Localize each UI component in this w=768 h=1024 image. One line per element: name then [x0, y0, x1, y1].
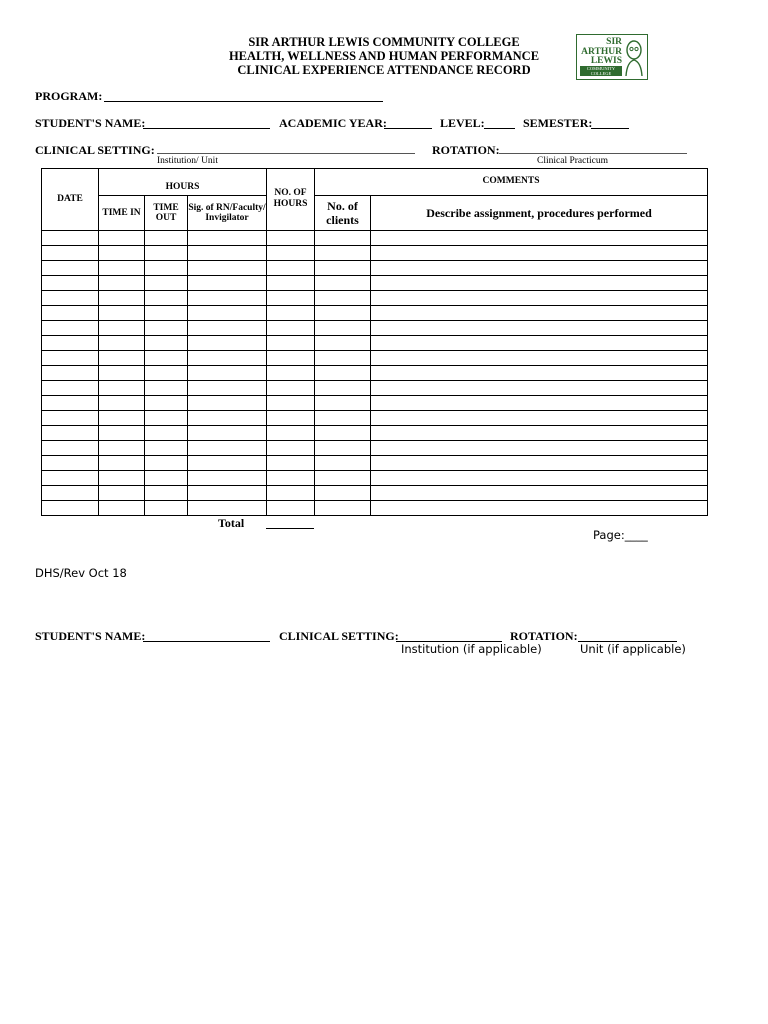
table-cell[interactable]: [188, 456, 267, 471]
table-cell[interactable]: [315, 261, 371, 276]
table-cell[interactable]: [42, 456, 99, 471]
table-cell[interactable]: [315, 291, 371, 306]
table-cell[interactable]: [267, 426, 315, 441]
table-cell[interactable]: [267, 471, 315, 486]
table-row: [42, 411, 708, 426]
table-cell[interactable]: [188, 396, 267, 411]
form-title: CLINICAL EXPERIENCE ATTENDANCE RECORD: [237, 63, 531, 77]
table-cell[interactable]: [188, 501, 267, 516]
table-cell[interactable]: [267, 246, 315, 261]
institution-unit-caption: Institution/ Unit: [157, 156, 218, 166]
table-cell[interactable]: [188, 336, 267, 351]
table-cell[interactable]: [145, 411, 188, 426]
table-cell[interactable]: [371, 396, 708, 411]
table-cell[interactable]: [99, 261, 145, 276]
program-field[interactable]: [104, 101, 383, 102]
table-row: [42, 426, 708, 441]
table-cell[interactable]: [371, 501, 708, 516]
table-cell[interactable]: [371, 321, 708, 336]
table-cell[interactable]: [267, 486, 315, 501]
table-cell[interactable]: [42, 441, 99, 456]
table-cell[interactable]: [371, 351, 708, 366]
table-cell[interactable]: [315, 351, 371, 366]
no-of-hours-header: NO. OF HOURS: [267, 169, 315, 231]
table-cell[interactable]: [267, 291, 315, 306]
table-cell[interactable]: [371, 441, 708, 456]
table-cell[interactable]: [99, 396, 145, 411]
table-cell[interactable]: [145, 351, 188, 366]
semester-field[interactable]: [591, 128, 629, 129]
table-cell[interactable]: [42, 351, 99, 366]
table-cell[interactable]: [188, 366, 267, 381]
table-cell[interactable]: [267, 441, 315, 456]
table-cell[interactable]: [42, 366, 99, 381]
table-cell[interactable]: [267, 231, 315, 246]
table-row: [42, 381, 708, 396]
table-cell[interactable]: [315, 501, 371, 516]
date-header: DATE: [42, 169, 99, 231]
table-cell[interactable]: [188, 321, 267, 336]
no-of-clients-header: No. of clients: [315, 196, 371, 231]
table-cell[interactable]: [145, 246, 188, 261]
table-cell[interactable]: [267, 501, 315, 516]
table-cell[interactable]: [267, 336, 315, 351]
table-cell[interactable]: [188, 246, 267, 261]
table-cell[interactable]: [188, 471, 267, 486]
table-row: [42, 486, 708, 501]
table-row: [42, 396, 708, 411]
logo-text-line: LEWIS: [590, 56, 622, 66]
table-cell[interactable]: [145, 471, 188, 486]
table-cell[interactable]: [188, 486, 267, 501]
table-row: [42, 276, 708, 291]
table-cell[interactable]: [188, 276, 267, 291]
table-cell[interactable]: [371, 456, 708, 471]
time-out-header: TIME OUT: [145, 196, 188, 231]
bottom-students-name-label: STUDENT'S NAME:: [35, 629, 146, 643]
comments-header: COMMENTS: [315, 169, 708, 196]
table-cell[interactable]: [188, 351, 267, 366]
table-cell[interactable]: [145, 336, 188, 351]
table-cell[interactable]: [315, 456, 371, 471]
table-cell[interactable]: [145, 276, 188, 291]
table-cell[interactable]: [42, 426, 99, 441]
hours-header: HOURS: [99, 169, 267, 196]
table-cell[interactable]: [99, 366, 145, 381]
table-cell[interactable]: [267, 306, 315, 321]
table-cell[interactable]: [315, 486, 371, 501]
table-cell[interactable]: [42, 231, 99, 246]
table-cell[interactable]: [267, 396, 315, 411]
table-cell[interactable]: [99, 276, 145, 291]
table-cell[interactable]: [371, 261, 708, 276]
table-cell[interactable]: [42, 336, 99, 351]
table-cell[interactable]: [371, 381, 708, 396]
table-cell[interactable]: [267, 381, 315, 396]
table-cell[interactable]: [315, 231, 371, 246]
table-cell[interactable]: [145, 381, 188, 396]
table-row: [42, 501, 708, 516]
table-cell[interactable]: [315, 321, 371, 336]
table-cell[interactable]: [371, 366, 708, 381]
rotation-label: ROTATION:: [432, 143, 500, 157]
table-cell[interactable]: [42, 261, 99, 276]
academic-year-label: ACADEMIC YEAR:: [279, 116, 387, 130]
table-cell[interactable]: [145, 486, 188, 501]
table-cell[interactable]: [42, 321, 99, 336]
table-cell[interactable]: [188, 291, 267, 306]
table-cell[interactable]: [145, 426, 188, 441]
table-cell[interactable]: [145, 231, 188, 246]
level-label: LEVEL:: [440, 116, 485, 130]
table-cell[interactable]: [99, 306, 145, 321]
table-row: [42, 306, 708, 321]
table-cell[interactable]: [145, 366, 188, 381]
table-cell[interactable]: [145, 321, 188, 336]
table-row: [42, 231, 708, 246]
table-cell[interactable]: [188, 426, 267, 441]
table-cell[interactable]: [315, 411, 371, 426]
table-cell[interactable]: [188, 381, 267, 396]
table-cell[interactable]: [42, 306, 99, 321]
table-cell[interactable]: [99, 486, 145, 501]
bottom-clinical-setting-label: CLINICAL SETTING:: [279, 629, 399, 643]
table-cell[interactable]: [267, 261, 315, 276]
table-cell[interactable]: [315, 396, 371, 411]
clinical-setting-label: CLINICAL SETTING:: [35, 143, 155, 157]
table-cell[interactable]: [315, 276, 371, 291]
table-row: [42, 441, 708, 456]
logo-text-line: COLLEGE: [590, 71, 612, 76]
college-name: SIR ARTHUR LEWIS COMMUNITY COLLEGE: [248, 35, 520, 49]
table-cell[interactable]: [267, 276, 315, 291]
logo-text-line: SIR: [606, 37, 622, 47]
table-cell[interactable]: [99, 246, 145, 261]
table-row: [42, 366, 708, 381]
table-cell[interactable]: [371, 411, 708, 426]
table-cell[interactable]: [145, 456, 188, 471]
table-cell[interactable]: [99, 471, 145, 486]
table-cell[interactable]: [267, 456, 315, 471]
table-cell[interactable]: [99, 231, 145, 246]
table-cell[interactable]: [371, 246, 708, 261]
attendance-table: [41, 168, 708, 516]
unit-caption: Unit (if applicable): [580, 642, 686, 656]
table-cell[interactable]: [99, 381, 145, 396]
table-cell[interactable]: [42, 501, 99, 516]
table-cell[interactable]: [315, 426, 371, 441]
table-cell[interactable]: [267, 411, 315, 426]
table-cell[interactable]: [267, 351, 315, 366]
table-cell[interactable]: [42, 276, 99, 291]
table-cell[interactable]: [371, 231, 708, 246]
table-row: [42, 456, 708, 471]
table-cell[interactable]: [42, 396, 99, 411]
table-row: [42, 351, 708, 366]
table-cell[interactable]: [371, 486, 708, 501]
table-cell[interactable]: [42, 291, 99, 306]
college-logo: [576, 34, 648, 80]
institution-caption: Institution (if applicable): [401, 642, 542, 656]
table-cell[interactable]: [99, 456, 145, 471]
level-field[interactable]: [484, 128, 515, 129]
table-cell[interactable]: [371, 336, 708, 351]
table-cell[interactable]: [145, 261, 188, 276]
table-cell[interactable]: [315, 471, 371, 486]
table-cell[interactable]: [42, 411, 99, 426]
table-cell[interactable]: [145, 396, 188, 411]
logo-text-line: COMMUNITY: [586, 66, 616, 71]
rotation-field[interactable]: [499, 153, 687, 154]
portrait-icon: [623, 38, 645, 76]
table-cell[interactable]: [99, 426, 145, 441]
table-cell[interactable]: [99, 441, 145, 456]
describe-assignment-header: Describe assignment, procedures performed: [371, 196, 708, 231]
clinical-setting-field[interactable]: [157, 153, 415, 154]
table-cell[interactable]: [315, 336, 371, 351]
table-cell[interactable]: [42, 381, 99, 396]
table-cell[interactable]: [371, 426, 708, 441]
total-field[interactable]: [266, 528, 314, 529]
table-cell[interactable]: [267, 366, 315, 381]
bottom-students-name-field[interactable]: [143, 641, 270, 642]
table-cell[interactable]: [371, 471, 708, 486]
revision-code: DHS/Rev Oct 18: [35, 566, 127, 580]
semester-label: SEMESTER:: [523, 116, 593, 130]
time-in-header: TIME IN: [99, 196, 145, 231]
table-row: [42, 261, 708, 276]
table-cell[interactable]: [99, 411, 145, 426]
table-cell[interactable]: [42, 471, 99, 486]
table-cell[interactable]: [145, 291, 188, 306]
students-name-field[interactable]: [143, 128, 270, 129]
table-cell[interactable]: [145, 306, 188, 321]
clinical-practicum-caption: Clinical Practicum: [537, 156, 608, 166]
students-name-label: STUDENT'S NAME:: [35, 116, 146, 130]
table-cell[interactable]: [315, 381, 371, 396]
table-cell[interactable]: [99, 291, 145, 306]
table-cell[interactable]: [188, 441, 267, 456]
table-cell[interactable]: [99, 501, 145, 516]
program-label: PROGRAM:: [35, 89, 103, 103]
table-cell[interactable]: [315, 246, 371, 261]
table-cell[interactable]: [99, 351, 145, 366]
signature-header: Sig. of RN/Faculty/ Invigilator: [188, 196, 267, 231]
department-name: HEALTH, WELLNESS AND HUMAN PERFORMANCE: [228, 49, 540, 63]
logo-text-line: ARTHUR: [581, 46, 622, 57]
table-cell[interactable]: [145, 501, 188, 516]
table-cell[interactable]: [315, 366, 371, 381]
table-cell[interactable]: [188, 411, 267, 426]
page-number-field[interactable]: Page:____: [593, 528, 648, 542]
table-cell[interactable]: [315, 441, 371, 456]
table-row: [42, 246, 708, 261]
table-cell[interactable]: [145, 441, 188, 456]
table-row: [42, 336, 708, 351]
table-cell[interactable]: [267, 321, 315, 336]
table-cell[interactable]: [371, 306, 708, 321]
table-row: [42, 321, 708, 336]
table-cell[interactable]: [99, 336, 145, 351]
table-cell[interactable]: [42, 486, 99, 501]
table-cell[interactable]: [315, 306, 371, 321]
table-row: [42, 471, 708, 486]
table-cell[interactable]: [42, 246, 99, 261]
total-label: Total: [218, 516, 245, 530]
table-cell[interactable]: [188, 306, 267, 321]
table-cell[interactable]: [99, 321, 145, 336]
table-row: [42, 291, 708, 306]
table-cell[interactable]: [188, 231, 267, 246]
bottom-rotation-label: ROTATION:: [510, 629, 578, 643]
table-cell[interactable]: [371, 291, 708, 306]
table-cell[interactable]: [188, 261, 267, 276]
table-cell[interactable]: [371, 276, 708, 291]
academic-year-field[interactable]: [384, 128, 432, 129]
